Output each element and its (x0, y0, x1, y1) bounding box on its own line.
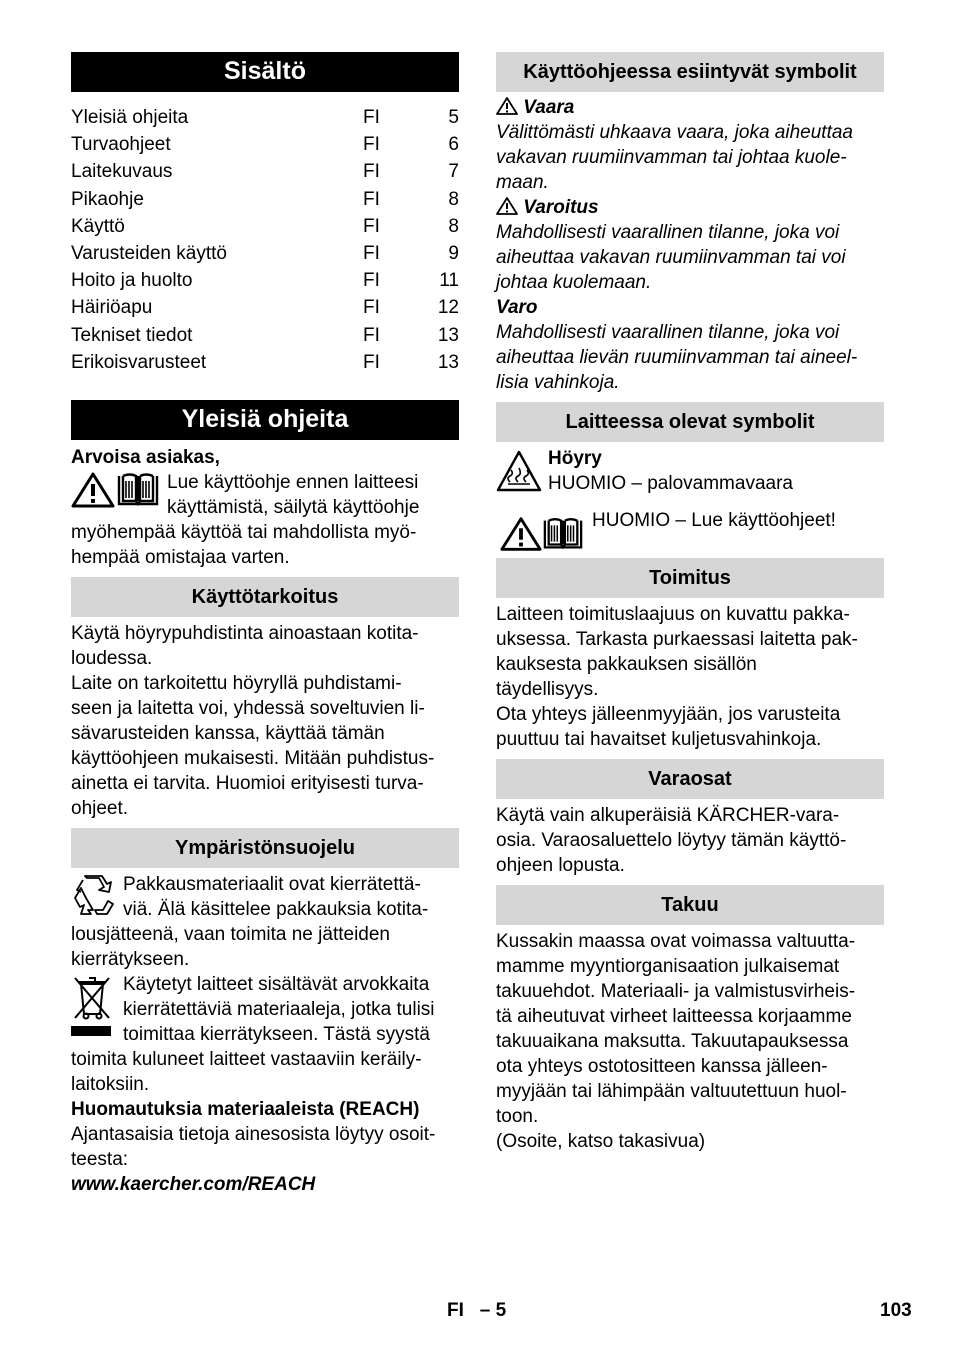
text-line: tä aiheutuvat virheet laitteessa korjaamme (496, 1006, 852, 1027)
text-line: mamme myyntiorganisaation julkaisemat (496, 956, 840, 977)
text-line: Laitteen toimituslaajuus on kuvattu pakka- (496, 604, 850, 625)
text-line: osia. Varaosaluettelo löytyy tämän käyttö- (496, 830, 847, 851)
text-line: myyjään tai lähimpään valtuutettuun huol- (496, 1081, 847, 1102)
toc-entry[interactable] (71, 186, 459, 213)
text-line: puuttuu tai havaitset kuljetusvahinkoja. (496, 729, 822, 750)
text-line: sävarusteiden kanssa, käyttää tämän (71, 722, 385, 744)
toc-entry-title: Käyttö (71, 215, 125, 237)
crossed-bin-icon (71, 974, 115, 1040)
toc-entry-page: 8 (448, 188, 459, 210)
text-line: Käytä vain alkuperäisiä KÄRCHER-vara- (496, 805, 840, 826)
toc-entry-lang: FI (363, 297, 380, 319)
text-line: takuuaikana maksutta. Takuutapauksessa (496, 1031, 849, 1052)
device-symbols-heading: Laitteessa olevat symbolit (496, 402, 884, 442)
toc-entry-page: 11 (439, 270, 459, 292)
toc-entry-page: 12 (437, 297, 459, 319)
toc-entry[interactable] (71, 322, 459, 349)
text-line: lisia vahinkoja. (496, 372, 620, 393)
toc-list (71, 104, 459, 376)
toc-entry-lang: FI (363, 107, 380, 128)
toc-entry[interactable] (71, 294, 459, 321)
toc-entry-title: Erikoisvarusteet (71, 351, 207, 373)
text-line: Ota yhteys jälleenmyyjään, jos varusteita (496, 704, 841, 725)
toc-entry-lang: FI (363, 215, 380, 237)
text-line: maan. (496, 172, 549, 193)
purpose-heading: Käyttötarkoitus (71, 577, 459, 617)
text-line: Laite on tarkoitettu höyryllä puhdistami- (71, 672, 402, 694)
text-line: johtaa kuolemaan. (496, 272, 652, 293)
toc-entry-title: Hoito ja huolto (71, 270, 193, 292)
text-line: kauksesta pakkauksen sisällön (496, 654, 757, 675)
warning-triangle-icon (71, 472, 115, 508)
danger-text (496, 120, 884, 195)
toc-entry-title: Varusteiden käyttö (71, 242, 227, 264)
manual-block: HUOMIO – Lue käyttöohjeet! (496, 508, 884, 556)
text-line: ainetta ei tarvita. Huomioi erityisesti turva- (71, 772, 424, 794)
toc-entry[interactable] (71, 158, 459, 185)
warning-small-icon (496, 97, 518, 115)
warning-text (496, 220, 884, 295)
toc-entry-lang: FI (363, 161, 380, 183)
environment-heading: Ympäristönsuojelu (71, 828, 459, 868)
general-heading: Yleisiä ohjeita (71, 400, 459, 440)
purpose-text (71, 621, 459, 821)
toc-entry[interactable] (71, 213, 459, 240)
manual-book-icon (116, 472, 160, 508)
reach-heading: Huomautuksia materiaaleista (REACH) (71, 1098, 420, 1120)
danger-label: Vaara (523, 97, 575, 118)
page-number: 103 (880, 1300, 912, 1321)
toc-entry-page: 7 (448, 161, 459, 183)
toc-entry-title: Laitekuvaus (71, 161, 173, 183)
text-line: Käytä höyrypuhdistinta ainoastaan kotita- (71, 622, 419, 644)
caution-label: Varo (496, 297, 538, 318)
toc-entry-page: 5 (448, 107, 459, 128)
toc-entry-title: Turvaohjeet (71, 134, 171, 156)
text-line: Mahdollisesti vaarallinen tilanne, joka voi (496, 322, 840, 343)
warning-triangle-icon (500, 516, 542, 552)
delivery-text (496, 602, 884, 752)
greeting: Arvoisa asiakas, (71, 446, 220, 468)
left-column: Sisältö Yleisiä ohjeita FI 5 Turvaohjeet FI 6 Laitekuvaus FI 7 Pikaohje FI 8 Käyttö FI 8 Varusteiden käyttö FI 9 Hoito ja huolto FI 11 Häiriöapu FI 12 Tekniset tiedot FI 13 Erikoisvarusteet FI 13 Yleisiä ohjeita Arvoisa asiakas, Lue käyttöohje ennen laitteesi käyttämistä, säilytä käyttöohje myöhempää käyttöä tai mahdollista myö- hempää omistajaa varten. Käyttötarkoitus Käytä höyrypuhdistinta ainoastaan kotita- loudessa. Laite on tarkoitettu höyryllä puhdistami- seen ja laitetta voi, yhdessä soveltuvien li- sävarusteiden kanssa, käyttää tämän käyttöohjeen mukaisesti. Mitään puhdistus- ainetta ei tarvita. Huomioi erityisesti turva- ohjeet. Ympäristönsuojelu Pakkausmateriaalit ovat kierrätettä- viä. Älä käsittelee pakkauksia kotita- lousjätteenä, vaan toimita ne jätteiden kierrätykseen. Käytetyt laitteet sisältävät arvokkaita kierrätettäviä materiaaleja, jotka tulisi toimittaa kierrätykseen. Tästä syystä toimita kuluneet laitteet vastaaviin keräily- laitoksiin. Huomautuksia materiaaleista (REACH) Ajantasaisia tietoja ainesosista löytyy osoit- teesta: www.kaercher.com/REACH (71, 52, 459, 1197)
toc-entry[interactable] (71, 267, 459, 294)
toc-entry-title: Tekniset tiedot (71, 324, 193, 346)
text-line: uksessa. Tarkasta purkaessasi laitetta pak- (496, 629, 858, 650)
toc-entry-page: 13 (437, 351, 459, 373)
text-line: aiheuttaa lievän ruumiinvamman tai aineel- (496, 347, 858, 368)
toc-entry-lang: FI (363, 351, 380, 373)
text-line: (Osoite, katso takasivua) (496, 1131, 706, 1152)
manual-book-icon (542, 516, 584, 552)
text-line: ohjeet. (71, 797, 129, 819)
toc-entry-page: 6 (448, 134, 459, 156)
warranty-text (496, 929, 884, 1154)
spare-parts-text (496, 803, 884, 878)
warranty-heading: Takuu (496, 885, 884, 925)
weee-block: Käytetyt laitteet sisältävät arvokkaita kierrätettäviä materiaaleja, jotka tulisi toimittaa kierrätykseen. Tästä syystä (71, 972, 459, 1047)
hot-steam-warning-icon (496, 450, 542, 492)
warning-small-icon (496, 197, 518, 215)
warning-label: Varoitus (523, 197, 599, 218)
toc-entry-page: 9 (448, 242, 459, 264)
toc-entry-lang: FI (363, 324, 380, 346)
toc-entry-page: 8 (448, 215, 459, 237)
text-line: toon. (496, 1106, 539, 1127)
text-line: ota yhteys ostotositteen kanssa jälleen- (496, 1056, 828, 1077)
toc-entry-lang: FI (363, 242, 380, 264)
toc-entry[interactable] (71, 240, 459, 267)
toc-entry-title: Pikaohje (71, 188, 144, 210)
text-line: Mahdollisesti vaarallinen tilanne, joka voi (496, 222, 840, 243)
toc-entry[interactable] (71, 104, 459, 131)
reach-link[interactable]: www.kaercher.com/REACH (71, 1173, 316, 1195)
toc-entry-lang: FI (363, 134, 380, 156)
caution-text (496, 320, 884, 395)
toc-entry-title: Yleisiä ohjeita (71, 107, 189, 128)
spare-parts-heading: Varaosat (496, 759, 884, 799)
toc-entry-lang: FI (363, 188, 380, 210)
footer-section: FI – 5 (447, 1300, 507, 1321)
text-line: ohjeen lopusta. (496, 855, 625, 876)
text-line: loudessa. (71, 647, 153, 669)
steam-block: Höyry HUOMIO – palovammavaara (496, 446, 884, 496)
text-line: vakavan ruumiinvamman tai johtaa kuole- (496, 147, 847, 168)
text-line: Välittömästi uhkaava vaara, joka aiheuttaa (496, 122, 853, 143)
text-line: seen ja laitetta voi, yhdessä soveltuvien li- (71, 697, 425, 719)
toc-entry[interactable] (71, 131, 459, 158)
text-line: takuuehdot. Materiaali- ja valmistusvirheis- (496, 981, 856, 1002)
toc-entry[interactable] (71, 349, 459, 376)
text-line: käyttöohjeen mukaisesti. Mitään puhdistus- (71, 747, 435, 769)
text-line: aiheuttaa vakavan ruumiinvamman tai voi (496, 247, 846, 268)
recycling-block: Pakkausmateriaalit ovat kierrätettä- viä. Älä käsittelee pakkauksia kotita- (71, 872, 459, 922)
toc-entry-lang: FI (363, 270, 380, 292)
intro-block: Lue käyttöohje ennen laitteesi käyttämistä, säilytä käyttöohje (71, 470, 459, 520)
recycling-icon (71, 874, 115, 918)
text-line: täydellisyys. (496, 679, 599, 700)
delivery-heading: Toimitus (496, 558, 884, 598)
text-line: Kussakin maassa ovat voimassa valtuutta- (496, 931, 856, 952)
symbols-heading: Käyttöohjeessa esiintyvät symbolit (496, 52, 884, 92)
toc-heading: Sisältö (71, 52, 459, 92)
right-column (496, 52, 884, 1154)
toc-entry-title: Häiriöapu (71, 297, 153, 319)
toc-entry-page: 13 (437, 324, 459, 346)
